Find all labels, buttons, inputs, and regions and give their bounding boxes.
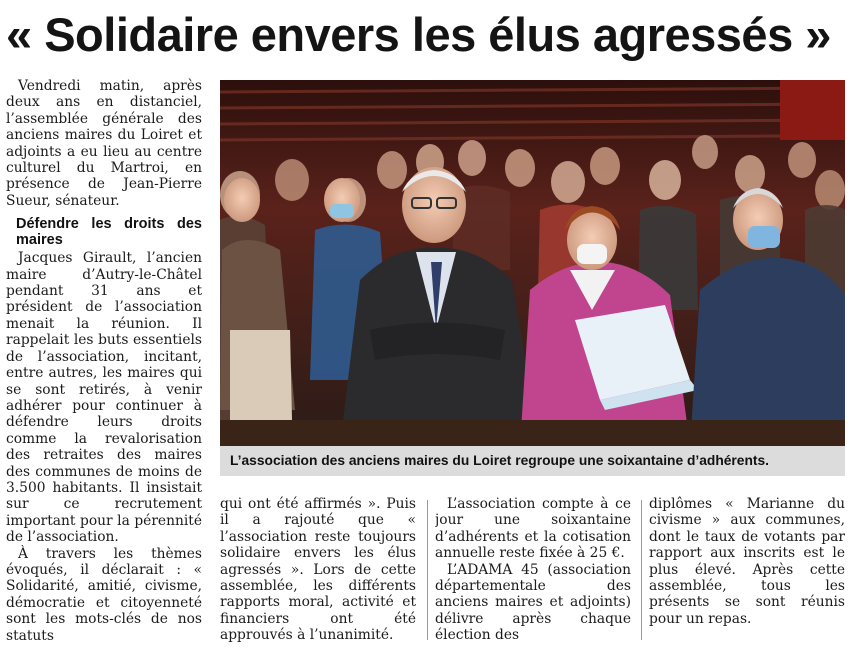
body-paragraph: L’association compte à ce jour une soixantaine d’adhérents et la cotisation annuelle reste fixée à 25 €. (435, 496, 631, 562)
column-2 (220, 496, 416, 646)
lead-paragraph: Vendredi matin, après deux ans en distanciel, l’assemblée générale des anciens maires du Loiret et adjoints a eu lieu au centre culturel du Martroi, en présence de Jean-Pierre Sueur, sénateur. (6, 78, 202, 209)
headline: « Solidaire envers les élus agressés » (6, 8, 831, 61)
body-paragraph: Jacques Girault, l’ancien maire d’Autry-le-Châtel pendant 31 ans et président de l’association menait la réunion. Il rappelait les buts essentiels de l’association, incitant, entre autres, les maires qui se sont retirés, à venir adhérer pour continuer à défendre leurs droits comme la revalorisation des retraites des maires des communes de moins de 3.500 habitants. Il insistait sur ce recrutement important pour la pérennité de l’association. (6, 250, 202, 546)
body-paragraph: À travers les thèmes évoqués, il déclarait : « Solidarité, amitié, civisme, démocratie et citoyenneté sont les mots-clés de nos statuts (6, 545, 202, 644)
photo-caption: L’association des anciens maires du Loiret regroupe une soixantaine d’adhérents. (220, 446, 845, 476)
news-photo (220, 80, 845, 446)
column-divider (641, 500, 642, 640)
column-3 (435, 496, 631, 646)
column-1 (6, 78, 202, 644)
body-paragraph: L’ADAMA 45 (association départementale des anciens maires et adjoints) délivre après chaque élection des (435, 561, 631, 644)
body-paragraph: qui ont été affirmés ». Puis il a rajouté que « l’association reste toujours solidaire envers les élus agressés ». Lors de cette assemblée, les différents rapports moral, activité et financiers ont été approuvés à l’unanimité. (220, 496, 416, 644)
column-4 (649, 496, 845, 646)
column-divider (427, 500, 428, 640)
subheading: Défendre les droits des maires (16, 216, 202, 248)
photo-illustration (220, 80, 845, 446)
body-paragraph: diplômes « Marianne du civisme » aux communes, dont le taux de votants par rapport aux inscrits est le plus élevé. Après cette assemblée, tous les présents se sont réunis pour un repas. (649, 496, 845, 627)
